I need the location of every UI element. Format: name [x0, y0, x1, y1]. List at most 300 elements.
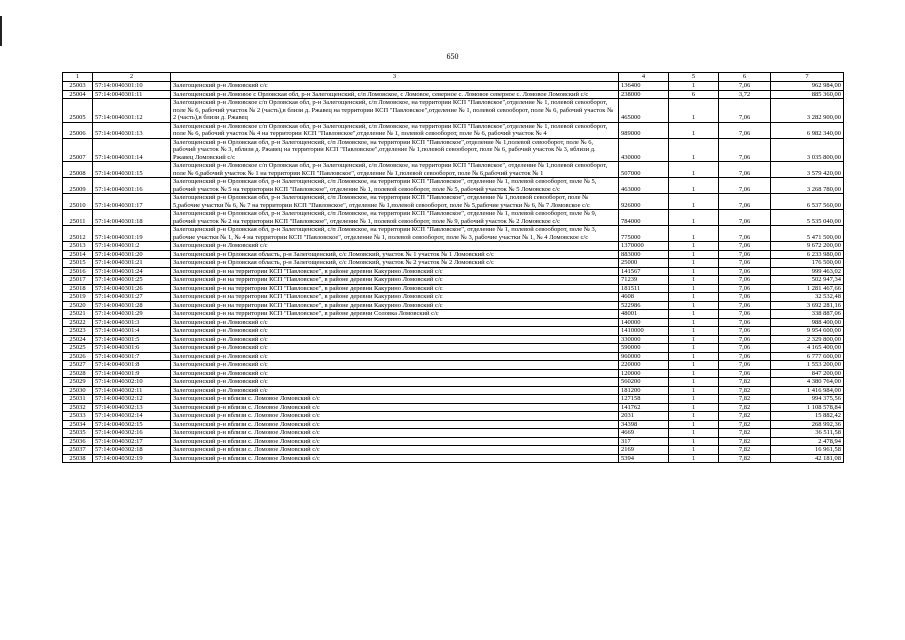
row-number: 25033	[63, 412, 93, 421]
cadastral-value: 5 535 040,00	[771, 210, 844, 226]
area-value: 120000	[619, 369, 669, 378]
area-value: 127158	[619, 395, 669, 404]
cadastral-value: 176 500,00	[771, 259, 844, 268]
location-description: Залегощенский р-н Орловская обл, р-н Залегощенский, с/п Ломовское, на территории КСП "Павловское",отделение № 1,полевой севооборот, поле № 6, рабочий участок № 3, вблизи д. Ржавец на территории КСП "Павловское",отделение № 1,полевой севооборот, поле № 6, рабочий участок № 3, вблизи д. Ржавец Ломовский с/с	[171, 138, 619, 162]
row-number: 25023	[63, 327, 93, 336]
location-description: Залегощенский р-н Орловская область, р-н Залегощенский, с/с Ломовский, участок № 2 участок № 2 Ломовский с/с	[171, 259, 619, 268]
area-value: 141567	[619, 267, 669, 276]
row-number: 25006	[63, 122, 93, 138]
row-number: 25027	[63, 361, 93, 370]
cadastral-number: 57:14:0040301:29	[93, 310, 171, 319]
table-row	[63, 327, 844, 336]
category-code: 1	[669, 395, 719, 404]
location-description: Залегощенский р-н Ломовский с/с	[171, 386, 619, 395]
specific-value: 7,06	[719, 293, 771, 302]
specific-value: 7,82	[719, 446, 771, 455]
table-row	[63, 99, 844, 123]
row-number: 25038	[63, 454, 93, 463]
cadastral-value: 268 992,36	[771, 420, 844, 429]
row-number: 25028	[63, 369, 93, 378]
location-description: Залегощенский р-н Ломовский с/с	[171, 344, 619, 353]
area-value: 238000	[619, 90, 669, 99]
cadastral-value: 16 961,58	[771, 446, 844, 455]
cadastral-value: 1 553 200,00	[771, 361, 844, 370]
cadastral-value: 1 416 984,00	[771, 386, 844, 395]
row-number: 25024	[63, 335, 93, 344]
location-description: Залегощенский р-н на территории КСП "Павловское", в районе деревни Какурино Ломовский с/с	[171, 276, 619, 285]
cadastral-value: 1 108 578,84	[771, 403, 844, 412]
specific-value: 7,06	[719, 327, 771, 336]
category-code: 1	[669, 242, 719, 251]
location-description: Залегощенский р-н вблизи с. Ломовое Ломовский с/с	[171, 446, 619, 455]
location-description: Залегощенский р-н Ломовский с/с	[171, 361, 619, 370]
table-row	[63, 90, 844, 99]
location-description: Залегощенский р-н Ломовое с Орловская обл, р-н Залегощенский, с/п Ломовское, с Ломовое, северное с. Ломовое северное с. Ломовое Ломовский с/с	[171, 90, 619, 99]
page-number: 650	[446, 52, 459, 61]
specific-value: 7,06	[719, 242, 771, 251]
area-value: 140000	[619, 318, 669, 327]
category-code: 1	[669, 178, 719, 194]
cadastral-value: 3 282 900,00	[771, 99, 844, 123]
cadastral-number: 57:14:0040302:11	[93, 386, 171, 395]
location-description: Залегощенский р-н Ломовский с/с	[171, 318, 619, 327]
area-value: 465000	[619, 99, 669, 123]
location-description: Залегощенский р-н Ломовский с/с	[171, 335, 619, 344]
location-description: Залегощенский р-н на территории КСП "Павловское", в районе деревни Какурино Ломовский с/с	[171, 301, 619, 310]
cadastral-number: 57:14:0040302:17	[93, 437, 171, 446]
specific-value: 7,06	[719, 335, 771, 344]
area-value: 1370000	[619, 242, 669, 251]
cadastral-number: 57:14:0040302:10	[93, 378, 171, 387]
header-col-1: 1	[63, 73, 93, 82]
area-value: 220000	[619, 361, 669, 370]
table-row	[63, 386, 844, 395]
category-code: 1	[669, 361, 719, 370]
cadastral-number: 57:14:0040301:19	[93, 226, 171, 242]
row-number: 25032	[63, 403, 93, 412]
location-description: Залегощенский р-н вблизи с. Ломовое Ломовский с/с	[171, 412, 619, 421]
area-value: 181200	[619, 386, 669, 395]
specific-value: 7,06	[719, 276, 771, 285]
row-number: 25034	[63, 420, 93, 429]
specific-value: 7,82	[719, 429, 771, 438]
specific-value: 7,82	[719, 412, 771, 421]
table-row	[63, 138, 844, 162]
table-row	[63, 178, 844, 194]
row-number: 25004	[63, 90, 93, 99]
cadastral-number: 57:14:0040301:4	[93, 327, 171, 336]
scan-edge-mark	[0, 16, 2, 46]
cadastral-value: 36 511,58	[771, 429, 844, 438]
row-number: 25015	[63, 259, 93, 268]
specific-value: 7,82	[719, 454, 771, 463]
area-value: 34398	[619, 420, 669, 429]
category-code: 1	[669, 226, 719, 242]
row-number: 25011	[63, 210, 93, 226]
area-value: 926000	[619, 194, 669, 210]
location-description: Залегощенский р-н Ломовский с/с	[171, 378, 619, 387]
location-description: Залегощенский р-н Ломовское с/п Орловская обл, р-н Залегощенский, с/п Ломовское, на территории КСП "Павловское", отделение № 1,полевой севооборот, поле № 6,рабочий участок № 1 на территории КСП "Павловское", отделение № 1,полевой севооборот, поле № 6,рабочий участок № 1	[171, 162, 619, 178]
area-value: 1410000	[619, 327, 669, 336]
cadastral-value: 502 947,34	[771, 276, 844, 285]
location-description: Залегощенский р-н Ломовский с/с	[171, 327, 619, 336]
category-code: 1	[669, 162, 719, 178]
area-value: 48001	[619, 310, 669, 319]
table-row	[63, 293, 844, 302]
category-code: 6	[669, 90, 719, 99]
table-row	[63, 369, 844, 378]
cadastral-value: 847 200,00	[771, 369, 844, 378]
cadastral-number: 57:14:0040301:14	[93, 138, 171, 162]
cadastral-value: 15 882,42	[771, 412, 844, 421]
specific-value: 7,06	[719, 352, 771, 361]
location-description: Залегощенский р-н на территории КСП "Павловское", в районе деревни Соловка Ломовский с/с	[171, 310, 619, 319]
table-row	[63, 446, 844, 455]
location-description: Залегощенский р-н вблизи с. Ломовое Ломовский с/с	[171, 403, 619, 412]
row-number: 25007	[63, 138, 93, 162]
category-code: 1	[669, 267, 719, 276]
row-number: 25005	[63, 99, 93, 123]
cadastral-value: 3 692 281,16	[771, 301, 844, 310]
header-col-6: 6	[719, 73, 771, 82]
table-row	[63, 335, 844, 344]
area-value: 2169	[619, 446, 669, 455]
table-row	[63, 412, 844, 421]
table-row	[63, 437, 844, 446]
cadastral-number: 57:14:0040301:26	[93, 284, 171, 293]
category-code: 1	[669, 429, 719, 438]
cadastral-value: 5 471 500,00	[771, 226, 844, 242]
location-description: Залегощенский р-н Орловская область, р-н Залегощенский, с/с Ломовский, участок № 1 участок № 1 Ломовский с/с	[171, 250, 619, 259]
row-number: 25012	[63, 226, 93, 242]
category-code: 1	[669, 82, 719, 91]
location-description: Залегощенский р-н Орловская обл, р-н Залегощенский, с/п Ломовское, на территории КСП "Павловское", отделение № 1,полевой севооборот, поле № 5,рабочие участки № 6, № 7 на территории КСП "Павловское", отделение № 1,полевой севооборот, поле № 5,рабочие участки № 6, № 7 Ломовское с/с	[171, 194, 619, 210]
table-row	[63, 250, 844, 259]
row-number: 25003	[63, 82, 93, 91]
row-number: 25036	[63, 437, 93, 446]
category-code: 1	[669, 284, 719, 293]
specific-value: 7,82	[719, 420, 771, 429]
cadastral-number: 57:14:0040302:13	[93, 403, 171, 412]
cadastral-value: 3 035 800,00	[771, 138, 844, 162]
location-description: Залегощенский р-н вблизи с. Ломовое Ломовский с/с	[171, 429, 619, 438]
cadastral-number: 57:14:0040301:17	[93, 194, 171, 210]
cadastral-number: 57:14:0040301:27	[93, 293, 171, 302]
table-row	[63, 301, 844, 310]
row-number: 25016	[63, 267, 93, 276]
table-row	[63, 429, 844, 438]
table-row	[63, 242, 844, 251]
location-description: Залегощенский р-н вблизи с. Ломовое Ломовский с/с	[171, 420, 619, 429]
header-col-4: 4	[619, 73, 669, 82]
specific-value: 7,06	[719, 284, 771, 293]
area-value: 775000	[619, 226, 669, 242]
area-value: 4608	[619, 293, 669, 302]
specific-value: 7,06	[719, 310, 771, 319]
cadastral-number: 57:14:0040301:16	[93, 178, 171, 194]
specific-value: 7,06	[719, 250, 771, 259]
cadastral-number: 57:14:0040301:3	[93, 318, 171, 327]
table-row	[63, 210, 844, 226]
table-row	[63, 276, 844, 285]
table-row	[63, 82, 844, 91]
category-code: 1	[669, 210, 719, 226]
cadastral-value: 6 233 980,00	[771, 250, 844, 259]
specific-value: 7,06	[719, 162, 771, 178]
cadastral-number: 57:14:0040301:25	[93, 276, 171, 285]
row-number: 25010	[63, 194, 93, 210]
cadastral-value: 32 532,48	[771, 293, 844, 302]
area-value: 2031	[619, 412, 669, 421]
cadastral-value: 6 537 560,00	[771, 194, 844, 210]
area-value: 181511	[619, 284, 669, 293]
category-code: 1	[669, 335, 719, 344]
specific-value: 7,06	[719, 122, 771, 138]
cadastral-value: 962 984,00	[771, 82, 844, 91]
area-value: 522986	[619, 301, 669, 310]
header-col-5: 5	[669, 73, 719, 82]
category-code: 1	[669, 378, 719, 387]
specific-value: 7,06	[719, 301, 771, 310]
table-row	[63, 361, 844, 370]
cadastral-number: 57:14:0040302:14	[93, 412, 171, 421]
header-col-2: 2	[93, 73, 171, 82]
category-code: 1	[669, 250, 719, 259]
table-row	[63, 344, 844, 353]
cadastral-number: 57:14:0040301:13	[93, 122, 171, 138]
cadastral-number: 57:14:0040301:2	[93, 242, 171, 251]
category-code: 1	[669, 276, 719, 285]
cadastral-number: 57:14:0040301:15	[93, 162, 171, 178]
category-code: 1	[669, 403, 719, 412]
table-row	[63, 378, 844, 387]
row-number: 25037	[63, 446, 93, 455]
specific-value: 7,06	[719, 344, 771, 353]
table-row	[63, 310, 844, 319]
specific-value: 7,06	[719, 361, 771, 370]
specific-value: 7,82	[719, 395, 771, 404]
location-description: Залегощенский р-н Ломовский с/с	[171, 82, 619, 91]
category-code: 1	[669, 259, 719, 268]
table-row	[63, 395, 844, 404]
area-value: 430000	[619, 138, 669, 162]
specific-value: 7,06	[719, 178, 771, 194]
row-number: 25030	[63, 386, 93, 395]
cadastral-value: 42 181,08	[771, 454, 844, 463]
category-code: 1	[669, 194, 719, 210]
location-description: Залегощенский р-н вблизи с. Ломовое Ломовский с/с	[171, 395, 619, 404]
specific-value: 7,06	[719, 138, 771, 162]
specific-value: 7,82	[719, 437, 771, 446]
header-col-7: 7	[771, 73, 844, 82]
row-number: 25035	[63, 429, 93, 438]
location-description: Залегощенский р-н Орловская обл, р-н Залегощенский, с/п Ломовское, на территории КСП "Павловское", отделение № 1, полевой севооборот, поле № 3, рабочие участки № 1, № 4 на территории КСП "Павловское", отделение № 1, полевой севооборот, поле № 3, рабочие участки № 1, № 4 Ломовское с/с	[171, 226, 619, 242]
category-code: 1	[669, 412, 719, 421]
cadastral-value: 3 268 780,00	[771, 178, 844, 194]
cadastral-number: 57:14:0040301:6	[93, 344, 171, 353]
category-code: 1	[669, 454, 719, 463]
cadastral-value: 338 887,06	[771, 310, 844, 319]
cadastral-number: 57:14:0040301:24	[93, 267, 171, 276]
table-row	[63, 284, 844, 293]
table-row	[63, 420, 844, 429]
cadastral-value: 9 954 600,00	[771, 327, 844, 336]
cadastral-value: 4 380 764,00	[771, 378, 844, 387]
cadastral-number: 57:14:0040301:9	[93, 369, 171, 378]
row-number: 25026	[63, 352, 93, 361]
area-value: 560200	[619, 378, 669, 387]
category-code: 1	[669, 310, 719, 319]
category-code: 1	[669, 446, 719, 455]
area-value: 136400	[619, 82, 669, 91]
category-code: 1	[669, 386, 719, 395]
cadastral-value: 3 579 420,00	[771, 162, 844, 178]
area-value: 784000	[619, 210, 669, 226]
row-number: 25009	[63, 178, 93, 194]
cadastral-value: 994 375,56	[771, 395, 844, 404]
specific-value: 7,06	[719, 194, 771, 210]
specific-value: 7,82	[719, 378, 771, 387]
category-code: 1	[669, 122, 719, 138]
table-row	[63, 122, 844, 138]
cadastral-number: 57:14:0040301:12	[93, 99, 171, 123]
table-row	[63, 194, 844, 210]
category-code: 1	[669, 420, 719, 429]
table-row	[63, 226, 844, 242]
cadastral-number: 57:14:0040302:12	[93, 395, 171, 404]
cadastral-value: 4 165 400,00	[771, 344, 844, 353]
location-description: Залегощенский р-н на территории КСП "Павловское", в районе деревни Какурино Ломовский с/с	[171, 293, 619, 302]
area-value: 330000	[619, 335, 669, 344]
cadastral-value: 2 329 800,00	[771, 335, 844, 344]
specific-value: 7,06	[719, 210, 771, 226]
cadastral-value: 9 672 200,00	[771, 242, 844, 251]
cadastral-value: 1 281 467,66	[771, 284, 844, 293]
row-number: 25019	[63, 293, 93, 302]
cadastral-value-table	[62, 72, 844, 463]
location-description: Залегощенский р-н Ломовский с/с	[171, 242, 619, 251]
area-value: 5394	[619, 454, 669, 463]
cadastral-number: 57:14:0040301:10	[93, 82, 171, 91]
table-row	[63, 454, 844, 463]
cadastral-number: 57:14:0040301:18	[93, 210, 171, 226]
table-row	[63, 318, 844, 327]
cadastral-number: 57:14:0040301:21	[93, 259, 171, 268]
cadastral-number: 57:14:0040301:5	[93, 335, 171, 344]
cadastral-number: 57:14:0040301:8	[93, 361, 171, 370]
table-header-row	[63, 73, 844, 82]
category-code: 1	[669, 344, 719, 353]
area-value: 989000	[619, 122, 669, 138]
area-value: 71239	[619, 276, 669, 285]
specific-value: 7,06	[719, 226, 771, 242]
category-code: 1	[669, 301, 719, 310]
location-description: Залегощенский р-н Орловская обл, р-н Залегощенский, с/п Ломовское, на территории КСП "Павловское", отделение № 1, полевой севооборот, поле № 5, рабочий участок № 5 на территории КСП "Павловское", отделение № 1, полевой севооборот, поле № 5, рабочий участок № 5 Ломовское с/с	[171, 178, 619, 194]
category-code: 1	[669, 437, 719, 446]
category-code: 1	[669, 369, 719, 378]
location-description: Залегощенский р-н Ломовское с/п Орловская обл, р-н Залегощенский, с/п Ломовское, на территории КСП "Павловское",отделение № 1, полевой севооборот, поле № 6, рабочий участок № 2 (часть),в близи д. Ржавец на территории КСП "Павловское",отделение № 1, полевой севооборот, поле № 6, рабочий участок № 2 (часть),в близи д. Ржавец	[171, 99, 619, 123]
table-row	[63, 267, 844, 276]
cadastral-number: 57:14:0040302:18	[93, 446, 171, 455]
specific-value: 7,06	[719, 99, 771, 123]
area-value: 317	[619, 437, 669, 446]
specific-value: 7,06	[719, 259, 771, 268]
specific-value: 7,82	[719, 403, 771, 412]
area-value: 463000	[619, 178, 669, 194]
cadastral-value: 2 478,94	[771, 437, 844, 446]
row-number: 25008	[63, 162, 93, 178]
area-value: 590000	[619, 344, 669, 353]
cadastral-value: 6 982 340,00	[771, 122, 844, 138]
location-description: Залегощенский р-н на территории КСП "Павловское", в районе деревни Какурино Ломовский с/с	[171, 284, 619, 293]
area-value: 507000	[619, 162, 669, 178]
header-col-3: 3	[171, 73, 619, 82]
cadastral-number: 57:14:0040301:28	[93, 301, 171, 310]
table-row	[63, 259, 844, 268]
area-value: 4669	[619, 429, 669, 438]
location-description: Залегощенский р-н вблизи с. Ломовое Ломовский с/с	[171, 437, 619, 446]
table-row	[63, 162, 844, 178]
cadastral-value: 885 360,00	[771, 90, 844, 99]
cadastral-number: 57:14:0040301:7	[93, 352, 171, 361]
cadastral-value: 6 777 600,00	[771, 352, 844, 361]
row-number: 25018	[63, 284, 93, 293]
location-description: Залегощенский р-н Ломовское с/п Орловская обл, р-н Залегощенский, с/п Ломовское, на территории КСП "Павловское",отделение № 1, полевой севооборот, поле № 6, рабочий участок № 4 на территории КСП "Павловское",отделение № 1, полевой севооборот, поле № 6, рабочий участок № 4	[171, 122, 619, 138]
location-description: Залегощенский р-н Орловская обл, р-н Залегощенский, с/п Ломовское, на территории КСП "Павловское", отделение № 1, полевой севооборот, поле № 9, рабочий участок № 2 на территории КСП "Павловское", отделение № 1, полевой севооборот, поле № 9, рабочий участок № 2 Ломовское с/с	[171, 210, 619, 226]
row-number: 25022	[63, 318, 93, 327]
location-description: Залегощенский р-н вблизи с. Ломовое Ломовский с/с	[171, 454, 619, 463]
row-number: 25020	[63, 301, 93, 310]
area-value: 960000	[619, 352, 669, 361]
row-number: 25029	[63, 378, 93, 387]
specific-value: 3,72	[719, 90, 771, 99]
table-body	[63, 82, 844, 463]
location-description: Залегощенский р-н Ломовский с/с	[171, 369, 619, 378]
row-number: 25025	[63, 344, 93, 353]
cadastral-number: 57:14:0040302:16	[93, 429, 171, 438]
row-number: 25021	[63, 310, 93, 319]
cadastral-number: 57:14:0040301:11	[93, 90, 171, 99]
area-value: 25000	[619, 259, 669, 268]
category-code: 1	[669, 99, 719, 123]
cadastral-value: 988 400,00	[771, 318, 844, 327]
category-code: 1	[669, 318, 719, 327]
cadastral-value: 999 463,02	[771, 267, 844, 276]
category-code: 1	[669, 352, 719, 361]
category-code: 1	[669, 138, 719, 162]
table-row	[63, 403, 844, 412]
location-description: Залегощенский р-н Ломовский с/с	[171, 352, 619, 361]
cadastral-number: 57:14:0040302:15	[93, 420, 171, 429]
area-value: 883000	[619, 250, 669, 259]
row-number: 25013	[63, 242, 93, 251]
location-description: Залегощенский р-н на территории КСП "Павловское", в районе деревни Какурино Ломовский с/с	[171, 267, 619, 276]
specific-value: 7,06	[719, 369, 771, 378]
category-code: 1	[669, 327, 719, 336]
specific-value: 7,06	[719, 82, 771, 91]
specific-value: 7,82	[719, 386, 771, 395]
table-row	[63, 352, 844, 361]
category-code: 1	[669, 293, 719, 302]
row-number: 25017	[63, 276, 93, 285]
cadastral-number: 57:14:0040301:20	[93, 250, 171, 259]
row-number: 25014	[63, 250, 93, 259]
row-number: 25031	[63, 395, 93, 404]
specific-value: 7,06	[719, 267, 771, 276]
area-value: 141762	[619, 403, 669, 412]
specific-value: 7,06	[719, 318, 771, 327]
cadastral-number: 57:14:0040302:19	[93, 454, 171, 463]
